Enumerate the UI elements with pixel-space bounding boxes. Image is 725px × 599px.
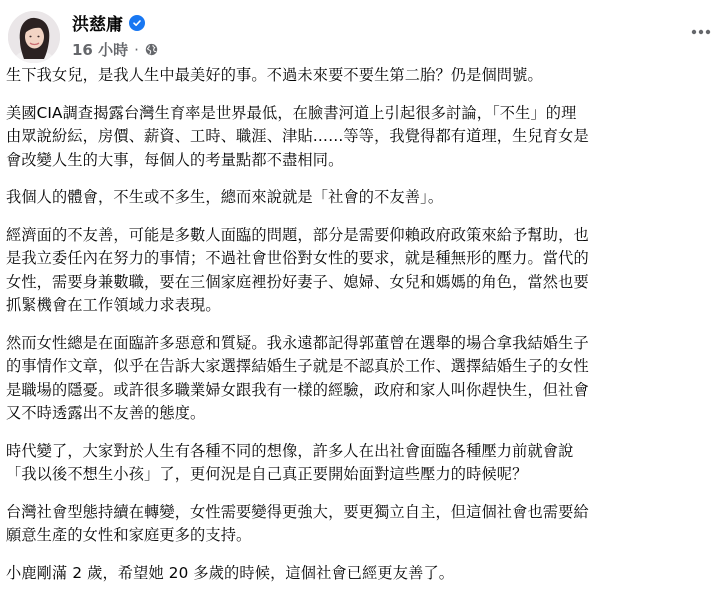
author-name[interactable] xyxy=(72,10,145,35)
post-paragraph: 美國CIA調查揭露台灣生育率是世界最低，在臉書河道上引起很多討論，「不生」的理 由眾說紛紜，房價、薪資、工時、職涯、津貼……等等，我覺得都有道理，生兒育女是 會改變人生的大事，每個人的考量點都不盡相同。 xyxy=(6,103,589,169)
author-name-text: 洪慈庸 xyxy=(72,15,123,35)
post-paragraph: 生下我女兒，是我人生中最美好的事。不過未來要不要生第二胎？仍是個問號。 xyxy=(6,66,543,84)
post-paragraph: 經濟面的不友善，可能是多數人面臨的問題，部分是需要仰賴政府政策來給予幫助，也 是我立委任內在努力的事情；不過社會世俗對女性的要求，就是種無形的壓力。當代的 女性，需要身兼數職，要在三個家庭裡扮好妻子、媳婦、女兒和媽媽的角色，當然也要 抓緊機會在工作領域力求表現。 xyxy=(6,225,589,314)
author-avatar[interactable] xyxy=(8,11,60,63)
verified-badge-icon xyxy=(129,15,145,31)
post-header xyxy=(0,8,725,64)
post-paragraph: 小鹿剛滿 2 歲，希望她 20 多歲的時候，這個社會已經更友善了。 xyxy=(6,563,455,582)
post-paragraph: 台灣社會型態持續在轉變，女性需要變得更強大，要更獨立自主，但這個社會也需要給 願意生產的女性和家庭更多的支持。 xyxy=(6,502,589,544)
globe-icon[interactable] xyxy=(145,43,158,56)
meta-separator: · xyxy=(134,40,139,59)
post-paragraph: 我個人的體會，不生或不多生，總而來說就是「社會的不友善」。 xyxy=(6,188,444,206)
post-paragraph: 時代變了，大家對於人生有各種不同的想像，許多人在出社會面臨各種壓力前就會說 「我以後不想生小孩」了，更何況是自己真正要開始面對這些壓力的時候呢？ xyxy=(6,441,574,483)
post-body xyxy=(6,64,718,599)
post-timestamp[interactable]: 16 小時 xyxy=(72,41,129,59)
post-meta xyxy=(72,39,158,60)
more-options-icon[interactable] xyxy=(687,18,715,46)
post-paragraph: 然而女性總是在面臨許多惡意和質疑。我永遠都記得郭董曾在選舉的場合拿我結婚生子 的事情作文章，似乎在告訴大家選擇結婚生子就是不認真於工作、選擇結婚生子的女性 是職場的隱憂。或許很多職業婦女跟我有一樣的經驗，政府和家人叫你趕快生，但社會 又不時透露出不友善的態度。 xyxy=(6,333,589,422)
